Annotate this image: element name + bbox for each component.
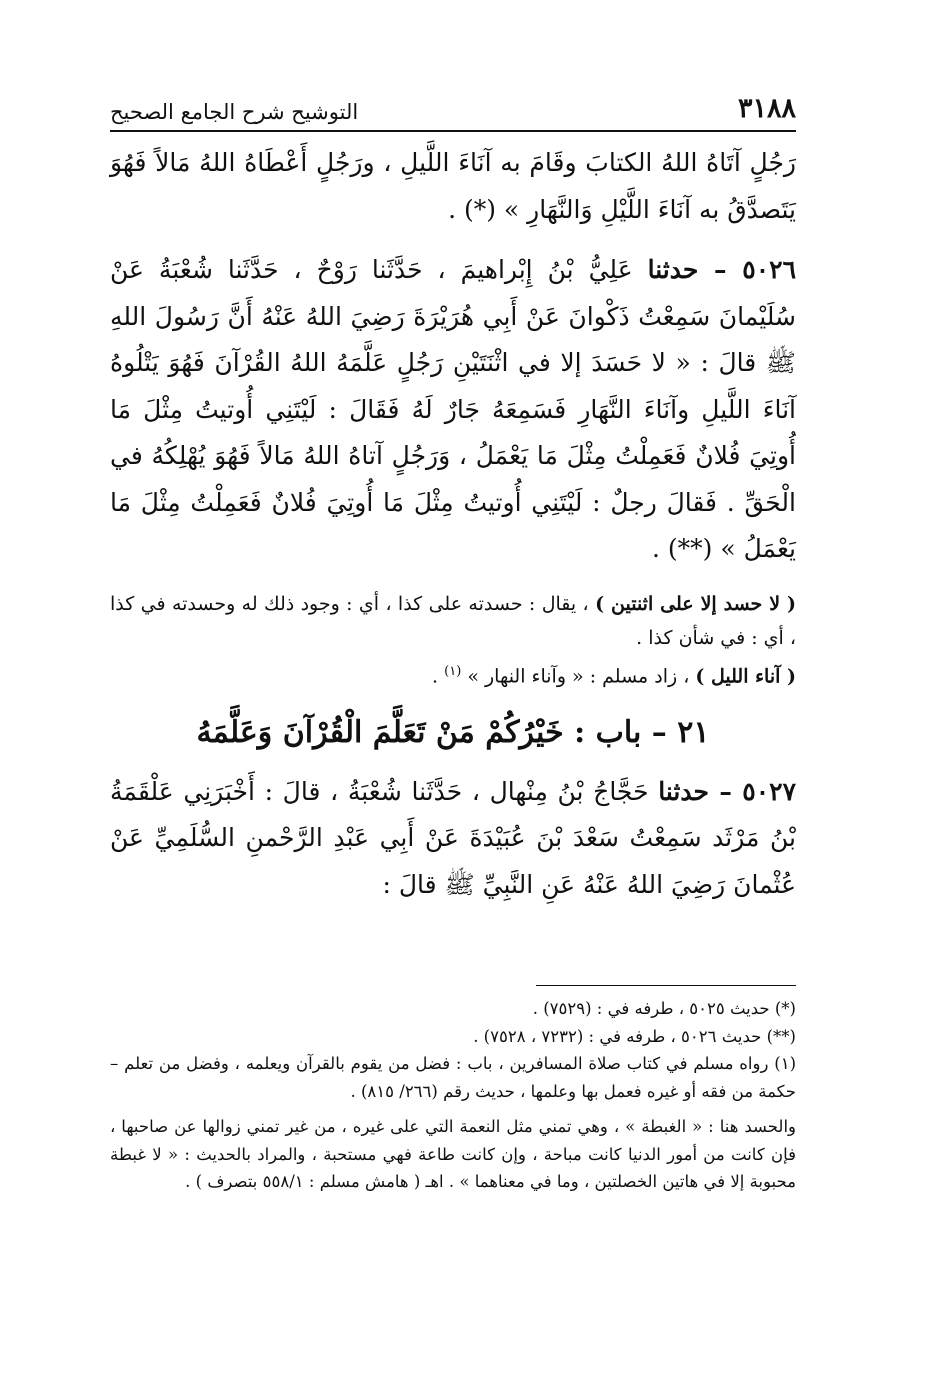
commentary-keyword-1: ( لا حسد إلا على اثنتين ) [595,592,797,615]
main-text [110,140,796,908]
hadith-continuation-text: رَجُلٍ آتَاهُ اللهُ الكتابَ وقَامَ به آنَاءَ اللَّيلِ ، ورَجُلٍ أَعْطَاهُ اللهُ مَالاً فَهُوَ يَتَصدَّقُ به آنَاءَ اللَّيْلِ وَالنَّهَارِ » (*) . [110,148,796,224]
commentary-end-2: . [432,664,439,687]
hadith-5026-text: عَلِيُّ بْنُ إِبْراهيمَ ، حَدَّثَنا رَوْحٌ ، حَدَّثَنا شُعْبَةُ عَنْ سُلَيْمانَ سَمِعْتُ ذَكْوانَ عَنْ أَبِي هُرَيْرَةَ رَضِيَ اللهُ عَنْهُ أَنَّ رَسُولَ اللهِ ﷺ قالَ : « لا حَسَدَ إلا في اثْنَتَيْنِ رَجُلٍ عَلَّمَهُ اللهُ القُرْآنَ فَهُوَ يَتْلُوهُ آنَاءَ اللَّيلِ وآنَاءَ النَّهَارِ فَسَمِعَهُ جَارٌ لَهُ فَقَالَ : لَيْتَنِي أُوتيتُ مِثْلَ مَا أُوتِيَ فُلانٌ فَعَمِلْتُ مِثْلَ مَا يَعْمَلُ ، وَرَجُلٍ آتاهُ اللهُ مَالاً فَهُوَ يُهْلِكُهُ في الْحَقِّ . فَقالَ رجلٌ : لَيْتَنِي أُوتيتُ مِثْلَ مَا أُوتِيَ فُلانٌ فَعَمِلْتُ مِثْلَ مَا يَعْمَلُ » (**) . [110,255,796,563]
commentary-text-2: ، زاد مسلم : « وآناء النهار » [467,664,690,687]
footnote-rule [536,985,796,986]
footnote-ref-1[interactable]: (١) [444,663,462,679]
header-rule [110,130,796,132]
footnotes [110,995,796,1196]
commentary-keyword-2: ( آناء الليل ) [695,664,796,687]
chapter-heading: ٢١ – باب : خَيْرُكُمْ مَنْ تَعَلَّمَ الْقُرْآنَ وَعَلَّمَهُ [196,714,710,750]
hadith-5026 [110,247,796,573]
hadith-5027-text: حَجَّاجُ بْنُ مِنْهال ، حَدَّثَنا شُعْبَةُ ، قالَ : أَخْبَرَنِي عَلْقَمَةُ بْنُ مَرْثَد سَمِعْتُ سَعْدَ بْنَ عُبَيْدَةَ عَنْ أَبِي عَبْدِ الرَّحْمنِ السُّلَمِيِّ عَنْ عُثْمانَ رَضِيَ اللهُ عَنْهُ عَنِ النَّبِيِّ ﷺ قالَ : [110,776,796,899]
running-title: التوشيح شرح الجامع الصحيح [110,100,359,124]
page-header [110,84,796,124]
footnote-3: (١) رواه مسلم في كتاب صلاة المسافرين ، باب : فضل من يقوم بالقرآن ويعلمه ، وفضل من تعلم – حكمة من فقه أو غيره فعمل بها وعلمها ، حديث رقم (٢٦٦/ ٨١٥) . [110,1054,796,1101]
hadith-5026-label: ٥٠٢٦ – حدثنا [647,255,797,284]
commentary-paragraph-1 [110,587,796,655]
footnote-2: (**) حديث ٥٠٢٦ ، طرفه في : (٧٢٣٢ ، ٧٥٢٨) . [473,1026,796,1046]
commentary-text-1: ، يقال : حسدته على كذا ، أي : وجود ذلك له وحسدته في كذا ، أي : في شأن كذا . [110,592,796,649]
hadith-continuation [110,140,796,233]
footnote-4: والحسد هنا : « الغبطة » ، وهي تمني مثل النعمة التي على غيره ، من غير تمني زوالها عن صاحبها ، فإن كانت من أمور الدنيا كانت مباحة ، وإن كانت طاعة فهي مستحبة ، والمراد بالحديث : « لا غبطة محبوبة إلا في هاتين الخصلتين ، وما في معناهما » . اهـ ( هامش مسلم : ٥٥٨/١ بتصرف ) . [110,1117,796,1191]
hadith-5027-label: ٥٠٢٧ – حدثنا [658,776,797,806]
footnote-1: (*) حديث ٥٠٢٥ ، طرفه في : (٧٥٢٩) . [532,999,796,1018]
page-number: ٣١٨٨ [737,93,796,124]
hadith-5027 [110,769,796,909]
commentary-paragraph-2 [110,655,796,693]
